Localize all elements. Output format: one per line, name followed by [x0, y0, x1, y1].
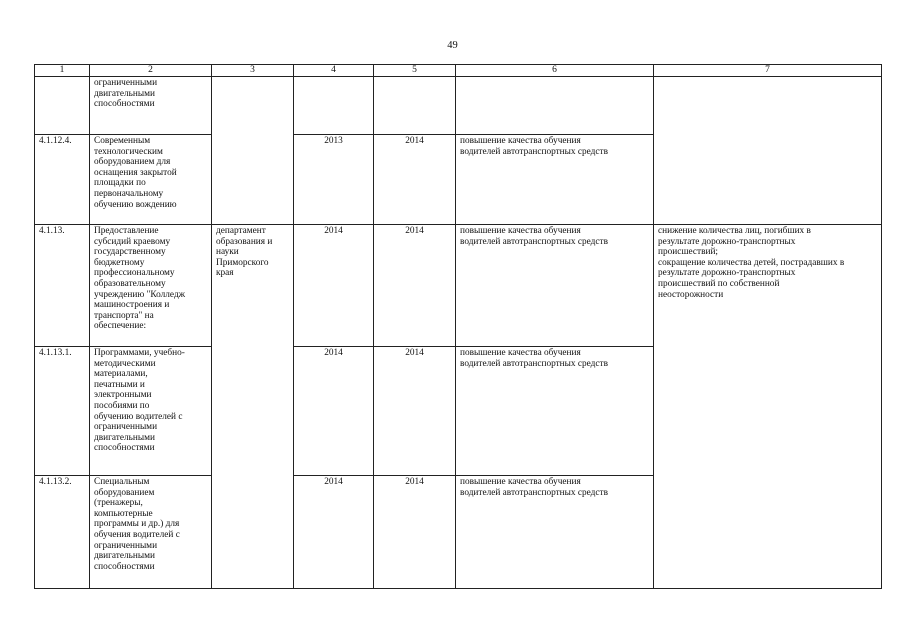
- executor-cell-empty: [212, 77, 294, 225]
- table-header-row: [35, 65, 882, 77]
- column-header: 5: [374, 65, 456, 77]
- column-header: 1: [35, 65, 90, 77]
- item-number: 4.1.13.1.: [35, 347, 90, 476]
- item-description: Предоставление субсидий краевому государственному бюджетному профессиональному образовательному учреждению "Колледж машиностроения и транспорта" на обеспечение:: [90, 225, 212, 347]
- indicator-cell-empty: [654, 77, 882, 225]
- column-header: 2: [90, 65, 212, 77]
- start-year: 2014: [294, 476, 374, 589]
- column-header: 7: [654, 65, 882, 77]
- end-year: 2014: [374, 476, 456, 589]
- item-description: Современным технологическим оборудованием для оснащения закрытой площадки по первоначальному обучению вождению: [90, 135, 212, 225]
- indicator-cell: снижение количества лиц, погибших в результате дорожно-транспортных происшествий; сокращение количества детей, пострадавших в результате дорожно-транспортных происшествий по собственной неосторожности: [654, 225, 882, 589]
- end-year: 2014: [374, 225, 456, 347]
- column-header: 3: [212, 65, 294, 77]
- table-row: [35, 77, 882, 135]
- item-number: 4.1.12.4.: [35, 135, 90, 225]
- end-year: 2014: [374, 135, 456, 225]
- item-description: Специальным оборудованием (тренажеры, компьютерные программы и др.) для обучения водителей с ограниченными двигательными способностями: [90, 476, 212, 589]
- start-year: 2013: [294, 135, 374, 225]
- table-row: [35, 225, 882, 347]
- item-number: 4.1.13.2.: [35, 476, 90, 589]
- executor-cell: департамент образования и науки Приморского края: [212, 225, 294, 589]
- start-year: 2014: [294, 347, 374, 476]
- end-year: [374, 77, 456, 135]
- start-year: [294, 77, 374, 135]
- item-number: [35, 77, 90, 135]
- item-number: 4.1.13.: [35, 225, 90, 347]
- item-description: ограниченными двигательными способностями: [90, 77, 212, 135]
- end-year: 2014: [374, 347, 456, 476]
- column-header: 6: [456, 65, 654, 77]
- item-result: повышение качества обучения водителей автотранспортных средств: [456, 347, 654, 476]
- page-number: 49: [447, 40, 458, 51]
- item-result: повышение качества обучения водителей автотранспортных средств: [456, 476, 654, 589]
- column-header: 4: [294, 65, 374, 77]
- program-table: [34, 64, 882, 589]
- item-description: Программами, учебно- методическими материалами, печатными и электронными пособиями по обучению водителей с ограниченными двигательными способностями: [90, 347, 212, 476]
- item-result: [456, 77, 654, 135]
- item-result: повышение качества обучения водителей автотранспортных средств: [456, 135, 654, 225]
- item-result: повышение качества обучения водителей автотранспортных средств: [456, 225, 654, 347]
- start-year: 2014: [294, 225, 374, 347]
